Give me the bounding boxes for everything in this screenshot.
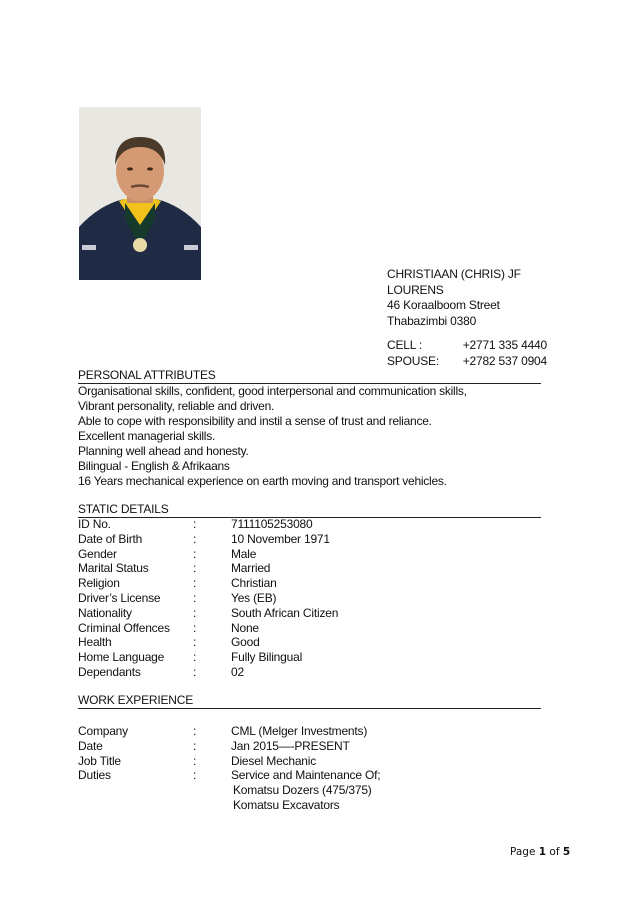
- work-separator: :: [193, 724, 197, 738]
- detail-value: Yes (EB): [231, 590, 277, 605]
- page-prefix: Page: [510, 846, 539, 858]
- detail-row: [78, 635, 548, 650]
- phone-value: +2782 537 0904: [462, 353, 547, 368]
- detail-separator: :: [193, 531, 197, 546]
- detail-label: Date of Birth: [78, 531, 143, 546]
- detail-value: None: [231, 620, 259, 635]
- attribute-line: Excellent managerial skills.: [78, 429, 216, 443]
- work-row: [78, 768, 548, 783]
- candidate-name-line2: LOURENS: [387, 282, 444, 297]
- work-row: [78, 739, 548, 754]
- detail-label: Driver’s License: [78, 590, 161, 605]
- attribute-line: Organisational skills, confident, good interpersonal and communication skills,: [78, 384, 467, 398]
- phone-value: +2771 335 4440: [462, 338, 547, 352]
- detail-label: Nationality: [78, 605, 132, 620]
- duties-continuation: Komatsu Dozers (475/375): [233, 783, 372, 798]
- detail-row: [78, 606, 548, 621]
- detail-value: 02: [231, 664, 244, 679]
- detail-row: [78, 621, 548, 636]
- phone-row-cell: [387, 338, 547, 354]
- attribute-line: Bilingual - English & Afrikaans: [78, 459, 230, 473]
- work-experience-table: [78, 724, 548, 813]
- work-row: [78, 724, 548, 739]
- detail-row: [78, 561, 548, 576]
- detail-label: Religion: [78, 576, 120, 591]
- detail-label: Health: [78, 635, 112, 650]
- page-number: [510, 846, 570, 858]
- page-current: 1: [538, 846, 547, 858]
- detail-row: [78, 591, 548, 606]
- address-line2: Thabazimbi 0380: [387, 313, 477, 328]
- detail-value: South African Citizen: [231, 605, 339, 620]
- detail-label: Gender: [78, 546, 117, 561]
- work-value: CML (Melger Investments): [231, 724, 368, 738]
- detail-label: Marital Status: [78, 561, 149, 576]
- detail-value: 7111105253080: [231, 517, 313, 531]
- attribute-line: Vibrant personality, reliable and driven.: [78, 399, 275, 413]
- detail-value: Fully Bilingual: [231, 650, 303, 665]
- detail-value: 10 November 1971: [231, 531, 330, 546]
- contact-block: [387, 267, 547, 329]
- detail-separator: :: [193, 546, 197, 561]
- profile-photo: [79, 107, 201, 280]
- work-separator: :: [193, 738, 197, 753]
- work-label: Job Title: [78, 753, 121, 768]
- attribute-line: Able to cope with responsibility and instil a sense of trust and reliance.: [78, 414, 432, 428]
- work-label: Duties: [78, 768, 111, 783]
- detail-label: Criminal Offences: [78, 620, 170, 635]
- detail-separator: :: [193, 605, 197, 620]
- phone-label: SPOUSE:: [387, 353, 439, 368]
- work-value: Diesel Mechanic: [231, 753, 317, 768]
- detail-separator: :: [193, 650, 197, 665]
- page-middle: of: [546, 846, 563, 858]
- detail-label: ID No.: [78, 517, 111, 531]
- detail-row: [78, 576, 548, 591]
- work-separator: :: [193, 768, 197, 783]
- detail-separator: :: [193, 517, 197, 531]
- detail-label: Home Language: [78, 650, 165, 665]
- duties-continuation: Komatsu Excavators: [233, 797, 340, 812]
- work-label: Date: [78, 738, 103, 753]
- work-row: [78, 754, 548, 769]
- detail-row: [78, 547, 548, 562]
- detail-row: [78, 532, 548, 547]
- detail-separator: :: [193, 620, 197, 635]
- detail-value: Male: [231, 546, 257, 561]
- work-separator: :: [193, 753, 197, 768]
- detail-separator: :: [193, 635, 197, 650]
- section-heading-personal: PERSONAL ATTRIBUTES: [78, 368, 541, 384]
- attribute-line: Planning well ahead and honesty.: [78, 444, 249, 458]
- work-value: Jan 2015—-PRESENT: [231, 738, 350, 753]
- personal-attributes: [78, 384, 548, 489]
- work-label: Company: [78, 724, 128, 738]
- phone-label: CELL :: [387, 338, 423, 352]
- work-value: Service and Maintenance Of;: [231, 768, 381, 783]
- attribute-line: 16 Years mechanical experience on earth moving and transport vehicles.: [78, 474, 447, 488]
- detail-separator: :: [193, 590, 197, 605]
- detail-value: Good: [231, 635, 260, 650]
- detail-separator: :: [193, 576, 197, 591]
- section-heading-static: STATIC DETAILS: [78, 502, 541, 518]
- static-details-table: [78, 517, 548, 680]
- detail-value: Christian: [231, 576, 277, 591]
- detail-row: [78, 517, 548, 532]
- detail-label: Dependants: [78, 664, 141, 679]
- detail-row: [78, 650, 548, 665]
- detail-value: Married: [231, 561, 271, 576]
- detail-separator: :: [193, 561, 197, 576]
- page-total: 5: [562, 846, 571, 858]
- address-line1: 46 Koraalboom Street: [387, 298, 500, 312]
- phone-block: [387, 338, 547, 369]
- phone-row-spouse: [387, 354, 547, 370]
- detail-separator: :: [193, 664, 197, 679]
- detail-row: [78, 665, 548, 680]
- candidate-name-line1: CHRISTIAAN (CHRIS) JF: [387, 267, 521, 281]
- section-heading-work: WORK EXPERIENCE: [78, 693, 541, 709]
